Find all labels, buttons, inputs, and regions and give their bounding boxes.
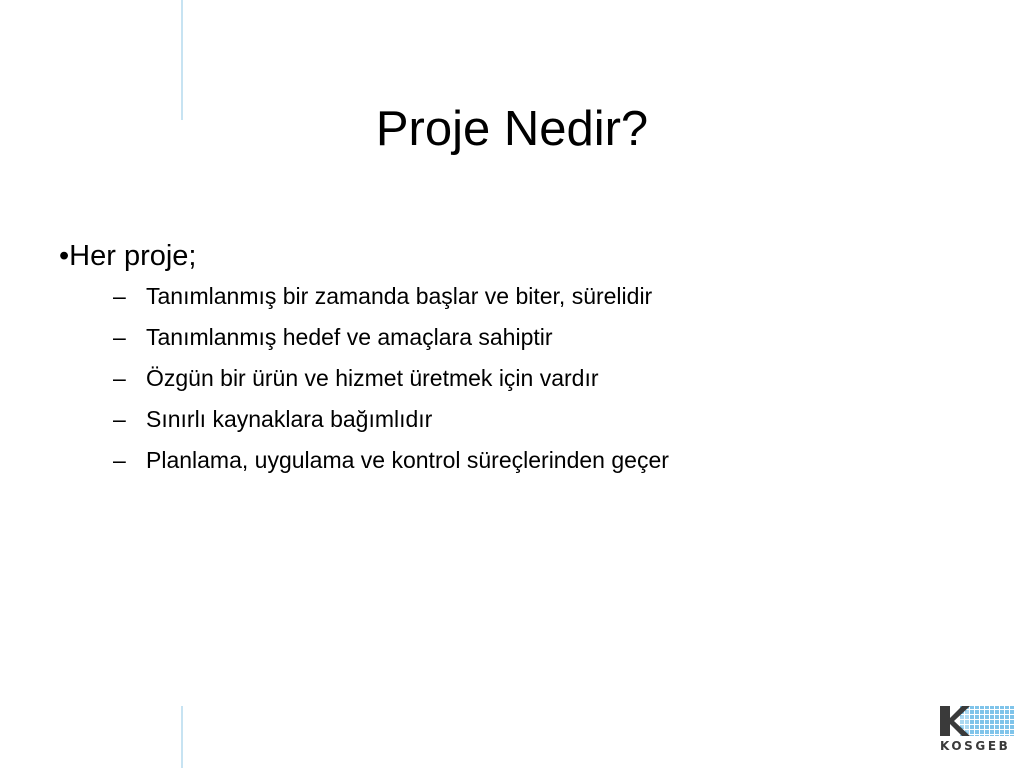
sub-bullet-text: Sınırlı kaynaklara bağımlıdır <box>146 406 433 432</box>
sub-bullet-item <box>59 282 959 311</box>
slide-content <box>59 236 959 475</box>
sub-bullet-list <box>59 282 959 475</box>
slide-title: Proje Nedir? <box>375 101 649 156</box>
dash-marker: – <box>113 365 126 391</box>
bottom-accent-line <box>181 706 183 768</box>
kosgeb-logo-icon <box>940 705 1014 737</box>
sub-bullet-text: Özgün bir ürün ve hizmet üretmek için vardır <box>146 365 599 391</box>
kosgeb-logo <box>940 705 1016 757</box>
dash-marker: – <box>113 447 126 473</box>
main-bullet: •Her proje; <box>59 240 197 272</box>
sub-bullet-item <box>59 405 959 434</box>
dash-marker: – <box>113 324 126 350</box>
sub-bullet-text: Planlama, uygulama ve kontrol süreçlerinden geçer <box>146 447 669 473</box>
sub-bullet-text: Tanımlanmış hedef ve amaçlara sahiptir <box>146 324 553 350</box>
dash-marker: – <box>113 406 126 432</box>
sub-bullet-item <box>59 364 959 393</box>
kosgeb-logo-text: KOSGEB <box>940 739 1011 753</box>
sub-bullet-item <box>59 323 959 352</box>
dash-marker: – <box>113 283 126 309</box>
sub-bullet-item <box>59 446 959 475</box>
sub-bullet-text: Tanımlanmış bir zamanda başlar ve biter, sürelidir <box>146 283 653 309</box>
